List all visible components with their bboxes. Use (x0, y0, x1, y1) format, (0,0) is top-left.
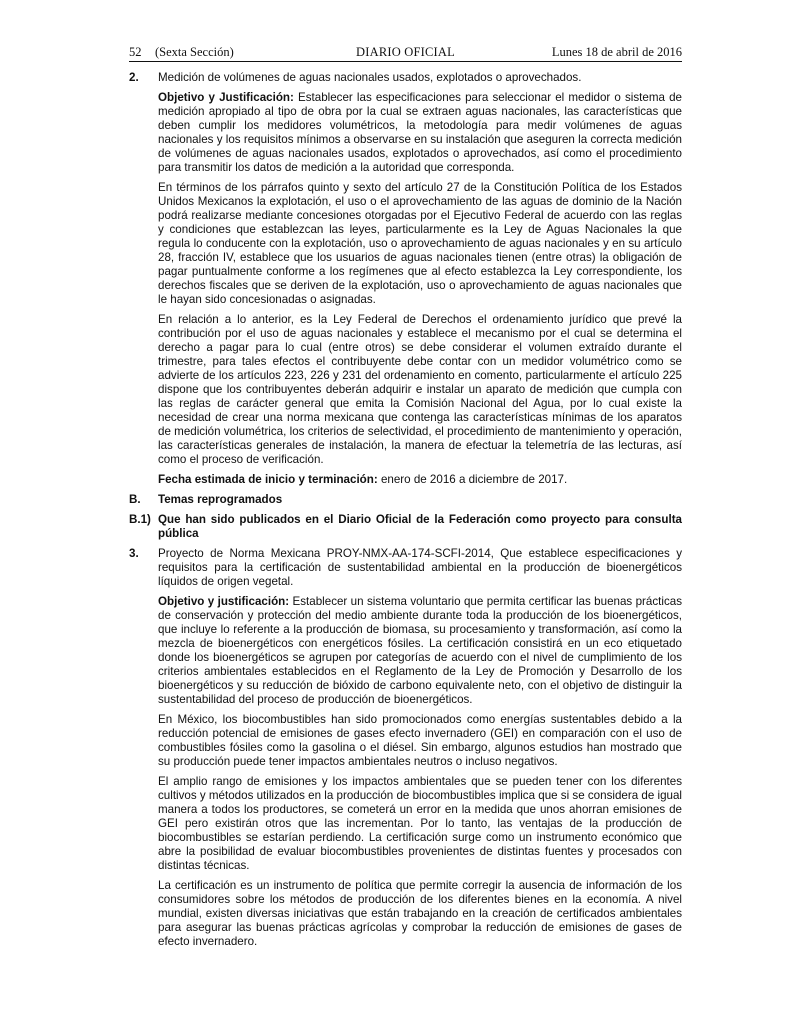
item-3-objective-text: Establecer un sistema voluntario que permita certificar las buenas prácticas de conservación y protección del medio ambiente durante toda la producción de los bioenergéticos, que incluye lo referente a la producción de biomasa, su procesamiento y transformación, así como la mezcla de bioenergéticos con energéticos fósiles. La certificación consistirá en un eco etiquetado donde los bioenergéticos se agrupen por categorías de acuerdo con el nivel de cumplimiento de los criterios ambientales establecidos en el Reglamento de la Ley de Promoción y Desarrollo de los bioenergéticos y su reducción de bióxido de carbono equivalente neto, con el objetivo de distinguir la sustentabilidad del proceso de producción de bioenergéticos. (158, 595, 682, 706)
section-b-title: Temas reprogramados (158, 493, 283, 506)
section-b-heading (129, 493, 682, 507)
section-b-label: B. (129, 493, 141, 506)
item-2-objective-lead: Objetivo y Justificación: (158, 91, 294, 104)
section-b1-heading (129, 513, 682, 541)
item-2-title: Medición de volúmenes de aguas nacionales usados, explotados o aprovechados. (158, 71, 582, 84)
section-b1-title: Que han sido publicados en el Diario Oficial de la Federación como proyecto para consulta pública (158, 513, 682, 540)
item-2-dates-lead: Fecha estimada de inicio y terminación: (158, 473, 378, 486)
item-2-number: 2. (129, 71, 139, 84)
item-2-objective-text: Establecer las especificaciones para seleccionar el medidor o sistema de medición apropiado al tipo de obra por la cual se extraen aguas nacionales, las características que deben cumplir los medidores volumétricos, la metodología para medir volúmenes de aguas nacionales y los requisitos mínimos a observarse en su instalación que aseguren la correcta medición de volúmenes de aguas nacionales usados, explotados o aprovechados, así como el procedimiento para transmitir los datos de medición a la autoridad que corresponda. (158, 91, 682, 174)
journal-title: DIARIO OFICIAL (356, 45, 455, 59)
item-3-paragraph-2: El amplio rango de emisiones y los impactos ambientales que se pueden tener con los diferentes cultivos y métodos utilizados en la producción de biocombustibles implica que si se considera de igual manera a todos los productores, se cometerá un error en la medida que unos ahorran emisiones de GEI pero existirán otros que las incrementan. Por lo tanto, las ventajas de la producción de biocombustibles se estarían perdiendo. La certificación surge como un instrumento económico que abre la posibilidad de evaluar biocombustibles provenientes de distintas fuentes y procesados con distintas técnicas. (158, 775, 682, 872)
item-3-paragraph-1: En México, los biocombustibles han sido promocionados como energías sustentables debido a la reducción potencial de emisiones de gases efecto invernadero (GEI) en comparación con el uso de combustibles fósiles como la gasolina o el diésel. Sin embargo, algunos estudios han mostrado que su producción puede tener impactos ambientales neutros o incluso negativos. (158, 713, 682, 768)
document-body (129, 71, 682, 955)
item-3-number: 3. (129, 547, 139, 560)
item-2-dates-text: enero de 2016 a diciembre de 2017. (377, 473, 568, 486)
item-2-paragraph-2: En relación a lo anterior, es la Ley Federal de Derechos el ordenamiento jurídico que prevé la contribución por el uso de aguas nacionales y establece el mecanismo por el cual se determina el derecho a pagar para lo cual (entre otros) se debe considerar el volumen extraído durante el trimestre, para tales efectos el contribuyente debe contar con un medidor volumétrico como se advierte de los artículos 223, 226 y 231 del ordenamiento en comento, particularmente el artículo 225 dispone que los contribuyentes deberán adquirir e instalar un aparato de medición que cumpla con las reglas de carácter general que emita la Comisión Nacional del Agua, por lo cual existe la necesidad de crear una norma mexicana que contenga las características mínimas de los aparatos de medición volumétrica, los criterios de selectividad, el procedimiento de mantenimiento y operación, las características generales de instalación, la manera de efectuar la telemetría de las lecturas, así como el proceso de verificación. (158, 313, 682, 466)
item-3-objective (158, 595, 682, 707)
section-label: (Sexta Sección) (155, 45, 234, 59)
section-b1-label: B.1) (129, 513, 151, 526)
item-3-objective-lead: Objetivo y justificación: (158, 595, 290, 608)
page-header (129, 44, 682, 60)
publication-date: Lunes 18 de abril de 2016 (551, 45, 682, 59)
item-3-paragraph-3: La certificación es un instrumento de política que permite corregir la ausencia de información de los consumidores sobre los métodos de producción de los diferentes bienes en la economía. A nivel mundial, existen diversas iniciativas que están trabajando en la creación de certificados ambientales para asegurar las buenas prácticas agrícolas y comprobar la reducción de emisiones de gases de efecto invernadero. (158, 879, 682, 948)
item-2-objective (158, 91, 682, 175)
item-2-dates (158, 473, 682, 487)
header-rule (129, 61, 682, 62)
item-2-heading (129, 71, 682, 85)
item-2-paragraph-1: En términos de los párrafos quinto y sexto del artículo 27 de la Constitución Política de los Estados Unidos Mexicanos la explotación, el uso o el aprovechamiento de las aguas de dominio de la Nación podrá realizarse mediante concesiones otorgadas por el Ejecutivo Federal de acuerdo con las reglas y condiciones que establezcan las leyes, particularmente es la Ley de Aguas Nacionales la que regula lo conducente con la explotación, uso o aprovechamiento de aguas nacionales y en su artículo 28, fracción IV, establece que los usuarios de aguas nacionales tienen (entre otras) la obligación de pagar puntualmente conforme a los regímenes que al efecto establezca la Ley correspondiente, los derechos fiscales que se deriven de la explotación, uso o aprovechamiento de aguas nacionales que le hayan sido concesionadas o asignadas. (158, 181, 682, 306)
item-3-heading (129, 547, 682, 589)
page-number: 52 (129, 45, 142, 59)
item-3-title: Proyecto de Norma Mexicana PROY-NMX-AA-174-SCFI-2014, Que establece especificaciones y requisitos para la certificación de sustentabilidad ambiental en la producción de bioenergéticos líquidos de origen vegetal. (158, 547, 682, 588)
